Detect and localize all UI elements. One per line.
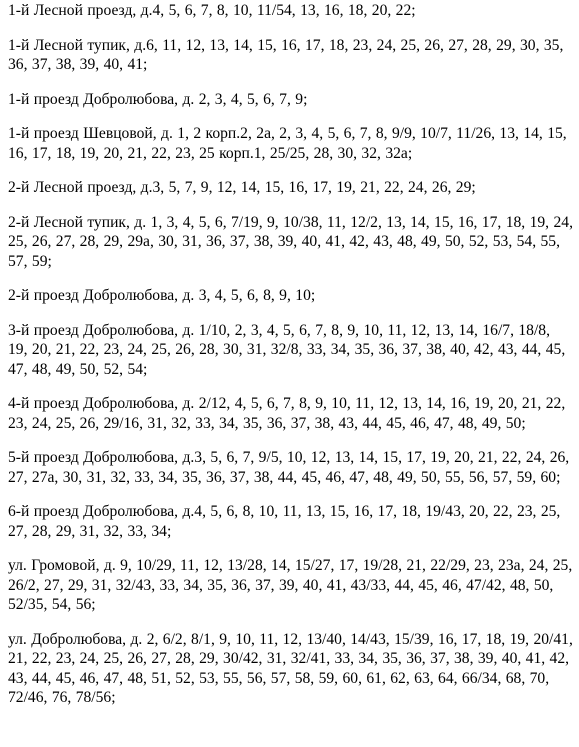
address-entry-dobrolyubova-proezd-6: 6-й проезд Добролюбова, д.4, 5, 6, 8, 10, 11, 13, 15, 16, 17, 18, 19/43, 20, 22, 23, 25, 27, 28, 29, 31, 32, 33, 34; (8, 503, 561, 540)
address-entry-dobrolyubova-proezd-3: 3-й проезд Добролюбова, д. 1/10, 2, 3, 4, 5, 6, 7, 8, 9, 10, 11, 12, 13, 14, 16/7, 18/8, 19, 20, 21, 22, 23, 24, 25, 26, 28, 30, 31, 32/8, 33, 34, 35, 36, 37, 38, 40, 42, 43, 44, 45, 47, 48, 49, 50, 52, 54; (8, 321, 566, 378)
address-entry-dobrolyubova-proezd-2: 2-й проезд Добролюбова, д. 3, 4, 5, 6, 8, 9, 10; (8, 287, 316, 304)
address-entry-lesnoy-tupik-2: 2-й Лесной тупик, д. 1, 3, 4, 5, 6, 7/19, 9, 10/38, 11, 12/2, 13, 14, 15, 16, 17, 18, 19, 24, 25, 26, 27, 28, 29, 29а, 30, 31, 36, 37, 38, 39, 40, 41, 42, 43, 48, 49, 50, 52, 53, 54, 55, 57, 59; (8, 213, 573, 270)
address-entry-dobrolyubova-proezd-4: 4-й проезд Добролюбова, д. 2/12, 4, 5, 6, 7, 8, 9, 10, 11, 12, 13, 14, 16, 19, 20, 21, 22, 23, 24, 25, 26, 29/16, 31, 32, 33, 34, 35, 36, 37, 38, 43, 44, 45, 46, 47, 48, 49, 50; (8, 395, 566, 432)
address-entry-dobrolyubova-proezd-5: 5-й проезд Добролюбова, д.3, 5, 6, 7, 9/5, 10, 12, 13, 14, 15, 17, 19, 20, 21, 22, 24, 26, 27, 27а, 30, 31, 32, 33, 34, 35, 36, 37, 38, 44, 45, 46, 47, 48, 49, 50, 55, 56, 57, 59, 60; (8, 449, 570, 486)
address-entry-gromovoy-street: ул. Громовой, д. 9, 10/29, 11, 12, 13/28, 14, 15/27, 17, 19/28, 21, 22/29, 23, 23а, 24, 25, 26/2, 27, 29, 31, 32/43, 33, 34, 35, 36, 37, 39, 40, 41, 43/33, 44, 45, 46, 47/42, 48, 50, 52/35, 54, 56; (8, 557, 573, 613)
address-entry-dobrolyubova-street: ул. Добролюбова, д. 2, 6/2, 8/1, 9, 10, 11, 12, 13/40, 14/43, 15/39, 16, 17, 18, 19, 20/41, 21, 22, 23, 24, 25, 26, 27, 28, 29, 30/42, 31, 32/41, 33, 34, 35, 36, 37, 38, 39, 40, 41, 42, 43, 44, 45, 46, 47, 48, 51, 52, 53, 55, 56, 57, 58, 59, 60, 61, 62, 63, 64, 66/34, 68, 70, 72/46, 76, 78/56; (8, 630, 573, 706)
address-entry-lesnoy-proezd-1: 1-й Лесной проезд, д.4, 5, 6, 7, 8, 10, 11/54, 13, 16, 18, 20, 22; (8, 2, 416, 19)
address-entry-lesnoy-tupik-1: 1-й Лесной тупик, д.6, 11, 12, 13, 14, 15, 16, 17, 18, 23, 24, 25, 26, 27, 28, 29, 30, 35, 36, 37, 38, 39, 40, 41; (8, 36, 564, 73)
address-entry-shevtsovoy-proezd-1: 1-й проезд Шевцовой, д. 1, 2 корп.2, 2а, 2, 3, 4, 5, 6, 7, 8, 9/9, 10/7, 11/26, 13, 14, 15, 16, 17, 18, 19, 20, 21, 22, 23, 25 корп.1, 25/25, 28, 30, 32, 32а; (8, 125, 567, 162)
address-entry-lesnoy-proezd-2: 2-й Лесной проезд, д.3, 5, 7, 9, 12, 14, 15, 16, 17, 19, 21, 22, 24, 26, 29; (8, 179, 476, 196)
address-entry-dobrolyubova-proezd-1: 1-й проезд Добролюбова, д. 2, 3, 4, 5, 6, 7, 9; (8, 90, 308, 108)
